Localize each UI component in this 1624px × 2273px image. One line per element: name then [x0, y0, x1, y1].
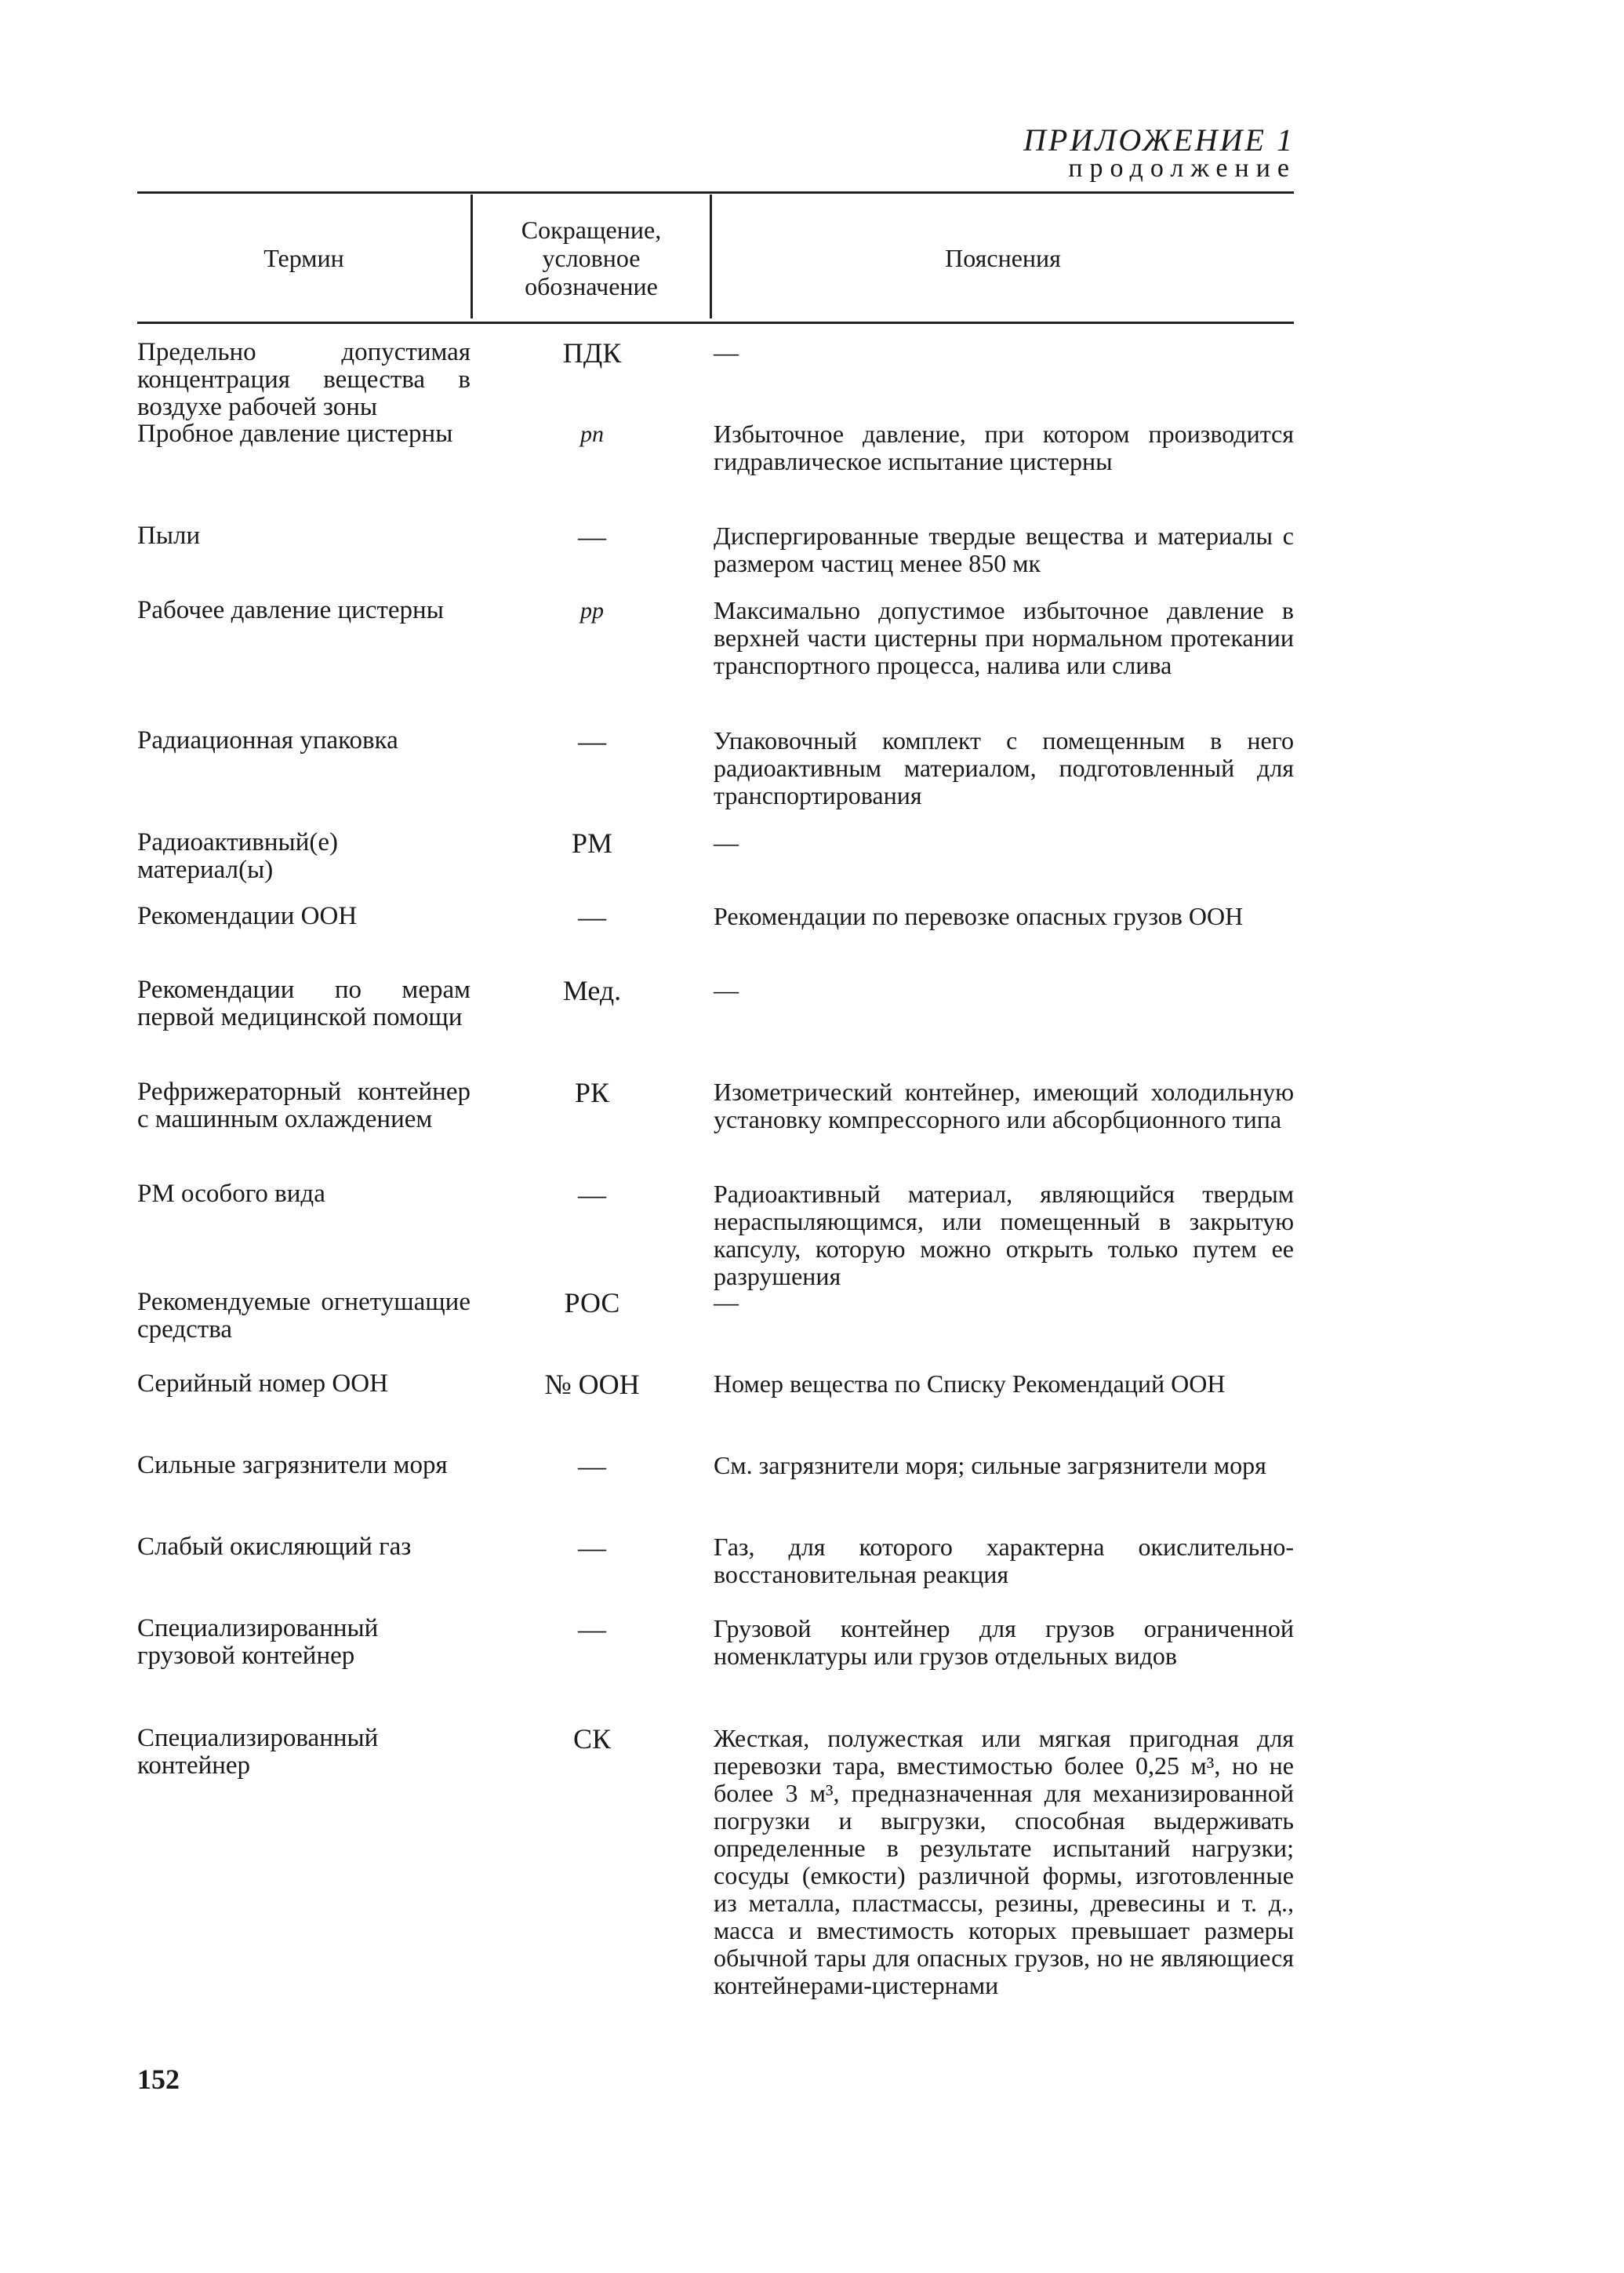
table-row — [137, 597, 1294, 727]
term-cell: Предельно допустимая концентрация вещества в воздухе рабочей зоны — [137, 338, 470, 421]
table-row — [137, 420, 1294, 522]
table-row — [137, 903, 1294, 976]
abbr-cell: — — [578, 1613, 606, 1645]
page-number: 152 — [137, 2064, 180, 2095]
abbr-cell: — — [578, 901, 606, 933]
appendix-title: ПРИЛОЖЕНИЕ 1 — [1023, 122, 1295, 158]
abbr-cell: № ООН — [544, 1369, 640, 1400]
abbr-cell: — — [578, 521, 606, 552]
note-cell: Газ, для которого характерна окислительно-восстановительная реакция — [714, 1533, 1294, 1588]
appendix-subtitle: продолжение — [1068, 154, 1296, 183]
note-cell: — — [714, 338, 739, 366]
term-cell: Рекомендуемые огнетушащие средства — [137, 1288, 470, 1344]
note-cell: Изометрический контейнер, имеющий холодильную установку компрессорного или абсорбционного типа — [714, 1078, 1294, 1133]
note-cell: Радиоактивный материал, являющийся твердым нераспыляющимся, или помещенный в закрытую капсулу, которую можно открыть только путем ее разрушения — [714, 1180, 1294, 1290]
table-row — [137, 1725, 1294, 2070]
term-cell: Рекомендации ООН — [137, 902, 358, 930]
table-header-rule — [137, 322, 1294, 324]
note-cell: Упаковочный комплект с помещенным в него радиоактивным материалом, подготовленный для транспортирования — [714, 726, 1294, 809]
note-cell: — — [714, 828, 739, 856]
term-cell: Слабый окисляющий газ — [137, 1533, 412, 1561]
term-cell: Сильные загрязнители моря — [137, 1451, 448, 1479]
note-cell: Жесткая, полужесткая или мягкая пригодная для перевозки тара, вместимостью более 0,25 м³, но не более 3 м³, предназначенная для механизированной погрузки и выгрузки, способная выдерживать определенные в результате испытаний нагрузки; сосуды (емкости) различной формы, изготовленные из металла, пластмассы, резины, древесины и т. д., масса и вместимость которых превышает размеры обычной тары для опасных грузов, но не являющиеся контейнерами-цистернами — [714, 1724, 1294, 1999]
table-row — [137, 1180, 1294, 1289]
column-header-note: Пояснения — [945, 244, 1061, 272]
abbr-cell: — — [578, 1532, 606, 1563]
table-row — [137, 976, 1294, 1078]
note-cell: Максимально допустимое избыточное давление в верхней части цистерны при нормальном протекании транспортного процесса, налива или слива — [714, 596, 1294, 679]
table-row — [137, 1078, 1294, 1180]
term-cell: Рекомендации по мерам первой медицинской помощи — [137, 976, 470, 1031]
table-row — [137, 522, 1294, 597]
table-body — [137, 339, 1294, 2070]
note-cell: Рекомендации по перевозке опасных грузов ООН — [714, 902, 1244, 930]
table-row — [137, 1370, 1294, 1452]
note-cell: Избыточное давление, при котором производится гидравлическое испытание цистерны — [714, 420, 1294, 475]
abbr-cell: СК — [572, 1723, 612, 1755]
table-row — [137, 1289, 1294, 1370]
abbr-cell: РОС — [564, 1287, 620, 1318]
abbr-cell: — — [578, 1450, 606, 1482]
term-cell: Радиоактивный(е) материал(ы) — [137, 828, 338, 884]
abbr-cell: — — [578, 726, 606, 757]
table-row — [137, 1615, 1294, 1725]
column-header-term: Термин — [263, 244, 344, 272]
note-cell: Грузовой контейнер для грузов ограниченной номенклатуры или грузов отдельных видов — [714, 1614, 1294, 1670]
note-cell: — — [714, 1288, 739, 1316]
term-cell: Рефрижераторный контейнер с машинным охлаждением — [137, 1078, 470, 1133]
column-header-abbr — [473, 195, 710, 322]
table-top-rule — [137, 191, 1294, 194]
abbr-cell: Мед. — [562, 975, 622, 1006]
note-cell: Номер вещества по Списку Рекомендаций ООН — [714, 1369, 1226, 1398]
term-cell: Рабочее давление цистерны — [137, 596, 444, 624]
term-cell: Пыли — [137, 522, 201, 550]
term-cell: РМ особого вида — [137, 1180, 325, 1208]
column-header-abbr-text: Сокращение, условное обозначение — [521, 216, 662, 300]
term-cell: Специализированный контейнер — [137, 1724, 379, 1780]
term-cell: Пробное давление цистерны — [137, 420, 453, 448]
abbr-cell: pп — [580, 421, 604, 447]
note-cell: Диспергированные твердые вещества и материалы с размером частиц менее 850 мк — [714, 522, 1294, 577]
table-row — [137, 1452, 1294, 1533]
term-cell: Специализированный грузовой контейнер — [137, 1614, 379, 1670]
table-row — [137, 339, 1294, 420]
abbr-cell: pр — [580, 598, 604, 624]
term-cell: Серийный номер ООН — [137, 1369, 388, 1398]
table-row — [137, 727, 1294, 829]
term-cell: Радиационная упаковка — [137, 726, 398, 755]
note-cell: — — [714, 976, 739, 1004]
abbr-cell: РМ — [571, 827, 613, 859]
abbr-cell: ПДК — [562, 337, 622, 369]
abbr-cell: РК — [574, 1077, 610, 1108]
table-row — [137, 1533, 1294, 1615]
table-row — [137, 829, 1294, 903]
note-cell: См. загрязнители моря; сильные загрязнители моря — [714, 1451, 1266, 1479]
abbr-cell: — — [578, 1179, 606, 1210]
